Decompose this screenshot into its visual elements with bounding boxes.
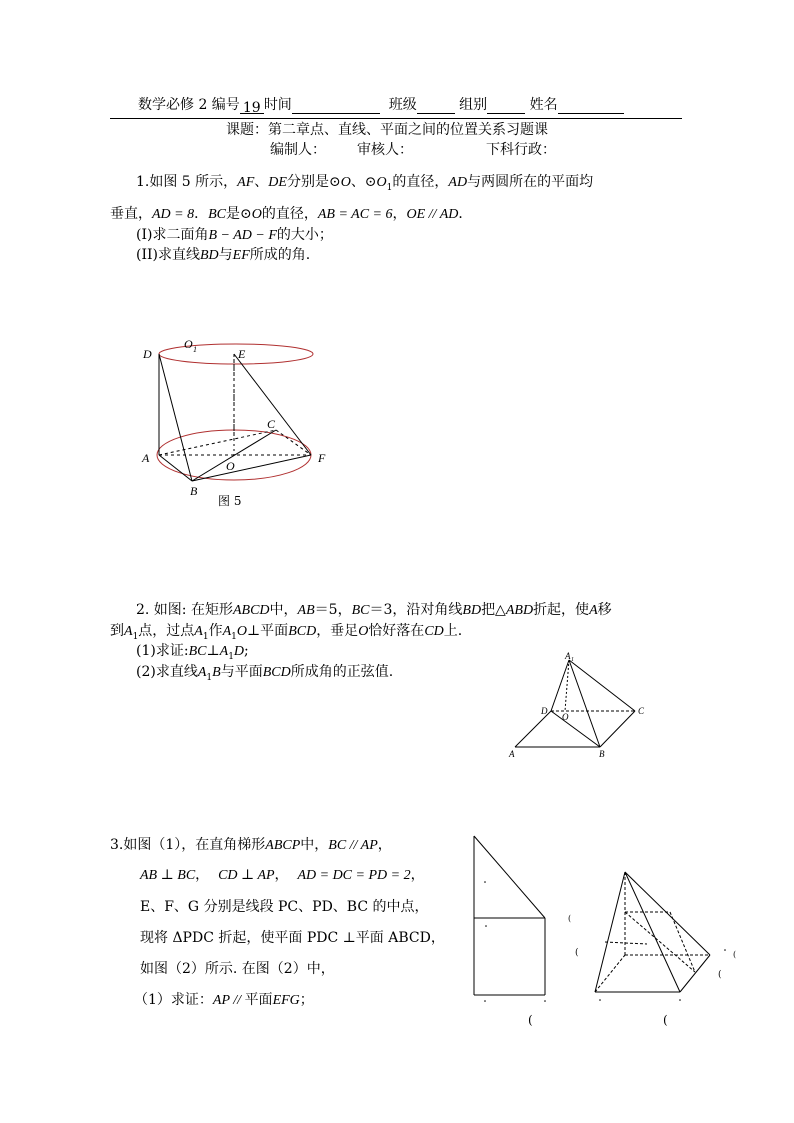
q3-line4: 现将 ΔPDC 折起，使平面 PDC ⊥平面 ABCD， <box>140 930 445 946</box>
serial-number: 19 <box>240 99 264 114</box>
edge-apex-left <box>595 872 625 992</box>
label-O: O <box>562 712 569 722</box>
fig3-mark-paren: ( <box>575 948 579 958</box>
mark-dot <box>484 1000 486 1002</box>
edge-CF <box>276 430 311 455</box>
mark-dot <box>484 881 486 883</box>
label-C: C <box>267 417 276 431</box>
edge-AC <box>159 430 276 455</box>
label-A: A <box>142 451 150 465</box>
edge-A1-D <box>551 660 569 711</box>
header-rule <box>110 118 682 119</box>
mark-dot <box>724 949 726 951</box>
edge-DB <box>159 354 192 481</box>
top-circle <box>159 344 313 364</box>
edge-A1-O <box>565 660 569 711</box>
mark-dot <box>679 999 681 1001</box>
label-F: F <box>318 451 326 465</box>
edge-mid-4 <box>605 942 647 944</box>
label-A1: A <box>565 651 571 661</box>
reviewer-label: 审核人： <box>357 142 413 158</box>
topic-line: 课题：第二章点、直线、平面之间的位置关系习题课 <box>226 122 548 138</box>
name-blank <box>558 99 624 114</box>
q1-part1: (I)求二面角B − AD − F的大小； <box>136 227 333 243</box>
label-D: D <box>541 706 548 716</box>
label-O1: O <box>184 337 193 351</box>
fig3-mark-paren: ( <box>528 1013 533 1027</box>
edge-D-B <box>551 711 600 747</box>
q2-part2: (2)求直线$A_1B$与平面BCD所成角的正弦值. <box>136 664 394 683</box>
q2-line2: 到$A_1$点，过点$A_1$作$A_1O\perp$平面BCD，垂足O恰好落在CD上. <box>110 623 463 642</box>
figure-5-cylinder <box>130 330 350 510</box>
q2-part1: (1)求证$:BC\perp A_1D$; <box>136 643 249 662</box>
figure-q2-fold <box>505 650 675 770</box>
class-label: 班级 <box>388 97 417 113</box>
group-blank <box>487 99 525 114</box>
name-label: 姓名 <box>529 97 558 113</box>
q1-part2: (II)求直线BD与EF所成的角. <box>136 247 311 263</box>
label-A1-sub: 1 <box>571 657 574 663</box>
admin-label: 下科行政： <box>486 142 556 158</box>
label-B: B <box>599 749 605 759</box>
edge-A1-B <box>569 660 600 747</box>
figure-5-caption: 图 5 <box>218 494 242 508</box>
edge-right-base <box>680 955 710 992</box>
header-line <box>138 96 624 114</box>
class-blank <box>417 99 455 114</box>
edge-mid-3 <box>670 912 695 972</box>
label-O1-sub: 1 <box>193 345 197 354</box>
q1-line1: 1.如图 5 所示，AF、DE分别是⊙O、$⊙O_1$的直径，AD与两圆所在的平面均 <box>136 174 594 193</box>
edge-apex-right <box>625 872 710 955</box>
mark-dot <box>485 925 487 927</box>
q3-line5: 如图（2）所示. 在图（2）中， <box>140 961 335 977</box>
edge-slant <box>474 836 545 918</box>
fig3-mark-tick: ( <box>568 914 572 923</box>
label-E: E <box>238 347 246 361</box>
label-C: C <box>638 706 645 716</box>
figure-q3-folded <box>585 862 745 1002</box>
q3-part1: （1）求证：AP // 平面EFG； <box>134 992 314 1008</box>
edge-BF <box>192 455 311 481</box>
editor-label: 编制人： <box>270 142 326 158</box>
edge-apex-mid <box>625 872 680 992</box>
edge-AB <box>159 455 192 481</box>
figure-q3-trapezoid <box>468 830 558 1005</box>
edge-A1-C <box>569 660 635 711</box>
q3-line1: 3.如图（1），在直角梯形ABCP中，BC // AP， <box>110 837 392 853</box>
q3-line3: E、F、G 分别是线段 PC、PD、BC 的中点， <box>140 899 429 915</box>
q2-line1: 2. 如图: 在矩形ABCD中，AB＝5，BC＝3，沿对角线BD把△ABD折起，使A移 <box>136 602 612 618</box>
course-label: 数学必修 2 编号 <box>138 97 240 113</box>
edge-B-C <box>600 711 635 747</box>
time-blank <box>292 99 380 114</box>
label-B: B <box>190 484 198 498</box>
label-O: O <box>226 459 235 473</box>
label-A: A <box>509 749 515 759</box>
time-label: 时间 <box>263 97 292 113</box>
fig3-mark-tick: ( <box>733 950 737 959</box>
mark-dot <box>544 1000 546 1002</box>
fig3-mark-paren: ( <box>718 970 722 980</box>
q1-line2: 垂直，AD = 8．BC是⊙O的直径，AB = AC = 6，OE // AD． <box>110 206 473 222</box>
mark-dot <box>599 999 601 1001</box>
q3-line2: AB ⊥ BC， CD ⊥ AP， AD = DC = PD = 2， <box>140 867 425 883</box>
edge-A-D <box>515 711 551 747</box>
edge-EF <box>234 354 311 455</box>
group-label: 组别 <box>459 97 488 113</box>
edge-mid-2 <box>625 912 695 972</box>
label-D: D <box>143 347 152 361</box>
fig3-mark-paren: ( <box>663 1013 668 1027</box>
